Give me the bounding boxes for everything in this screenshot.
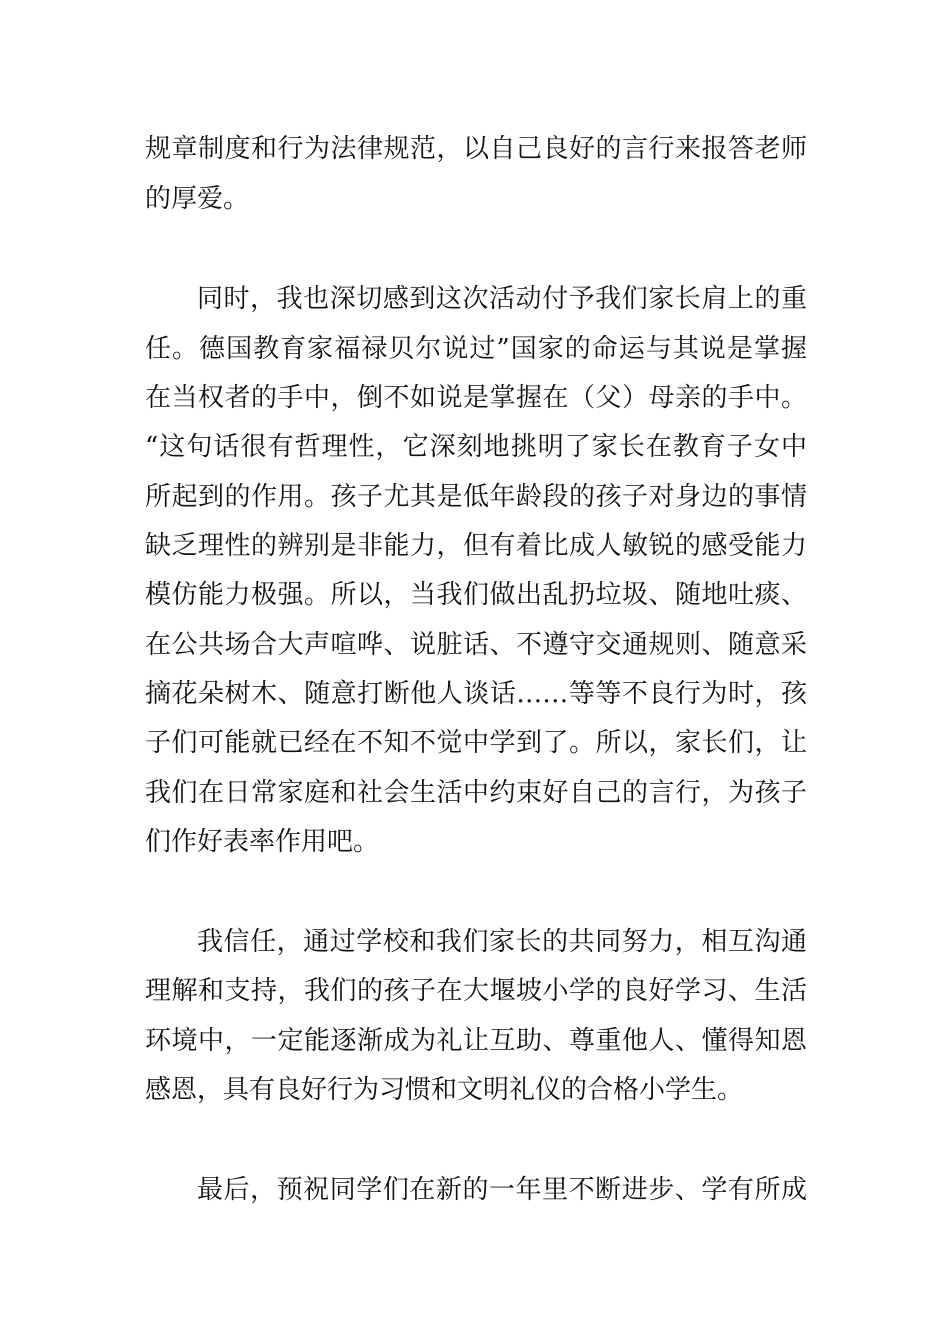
text-line: 的厚爱。 (145, 184, 250, 214)
text-line: “这句话很有哲理性，它深刻地挑明了家长在教育子女中 (145, 432, 807, 462)
text-line: 摘花朵树木、随意打断他人谈话……等等不良行为时，孩 (145, 679, 807, 709)
text-line: 模仿能力极强。所以，当我们做出乱扔垃圾、随地吐痰、 (145, 580, 807, 610)
paragraph-first-line: 最后，预祝同学们在新的一年里不断进步、学有所成 (197, 1175, 807, 1205)
text-line: 我们在日常家庭和社会生活中约束好自己的言行，为孩子 (145, 778, 807, 808)
text-line: 缺乏理性的辨别是非能力，但有着比成人敏锐的感受能力 (145, 531, 807, 561)
text-line: 子们可能就已经在不知不觉中学到了。所以，家长们，让 (145, 728, 807, 758)
text-line: 在当权者的手中，倒不如说是掌握在（父）母亲的手中。 (145, 383, 807, 413)
paragraph-first-line: 同时，我也深切感到这次活动付予我们家长肩上的重 (197, 284, 807, 314)
text-line: 理解和支持，我们的孩子在大堰坡小学的良好学习、生活 (145, 976, 807, 1006)
text-line: 环境中，一定能逐渐成为礼让互助、尊重他人、懂得知恩 (145, 1026, 807, 1056)
text-line: 任。德国教育家福禄贝尔说过”国家的命运与其说是掌握 (145, 334, 807, 364)
text-line: 规章制度和行为法律规范，以自己良好的言行来报答老师 (145, 134, 807, 164)
text-line: 在公共场合大声喧哗、说脏话、不遵守交通规则、随意采 (145, 630, 807, 660)
text-line: 们作好表率作用吧。 (145, 827, 380, 857)
text-line: 所起到的作用。孩子尤其是低年龄段的孩子对身边的事情 (145, 482, 807, 512)
text-line: 感恩，具有良好行为习惯和文明礼仪的合格小学生。 (145, 1075, 744, 1105)
paragraph-first-line: 我信任，通过学校和我们家长的共同努力，相互沟通 (197, 927, 807, 957)
